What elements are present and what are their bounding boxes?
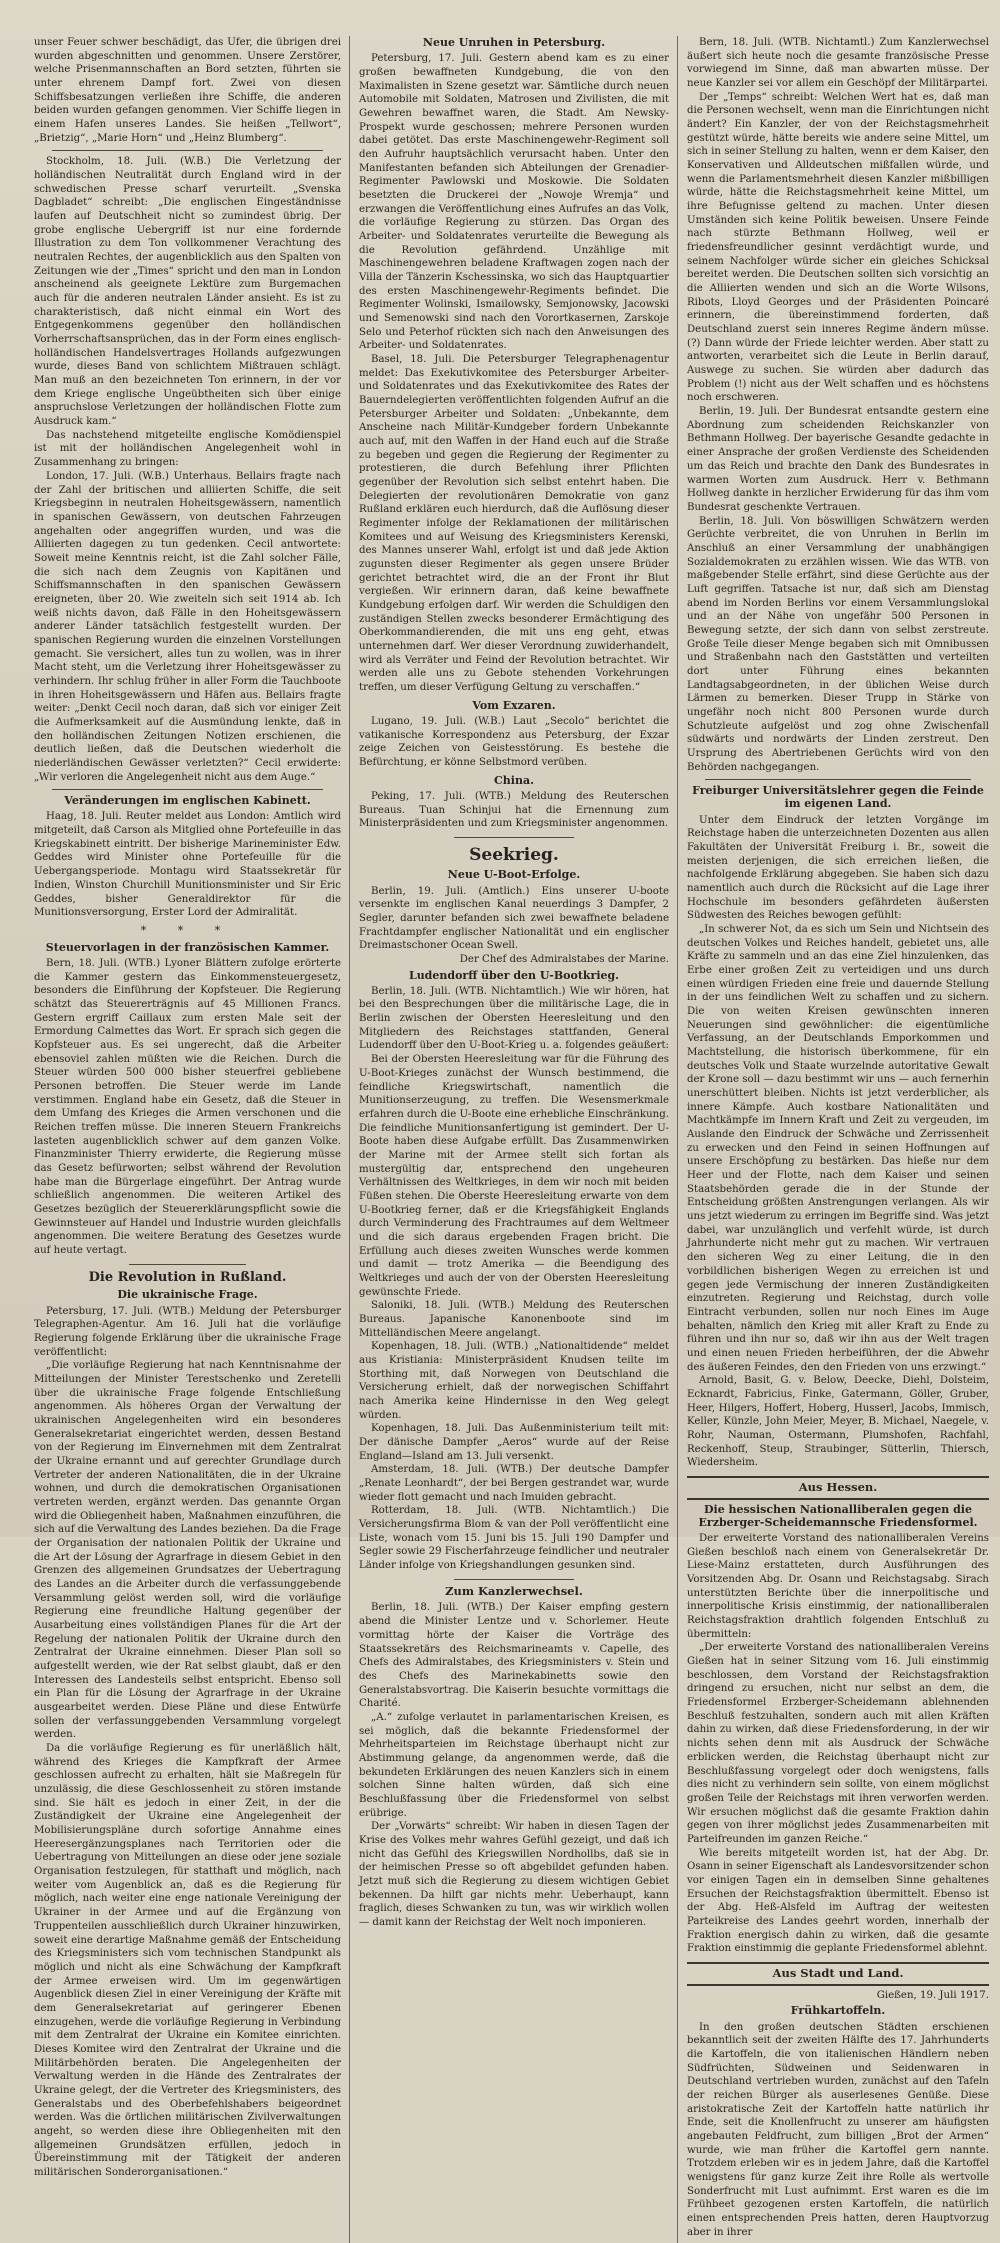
article-french-taxes [34, 941, 341, 1258]
section-headline: Aus Hessen. [798, 1479, 878, 1494]
article-continuation [34, 36, 341, 145]
separator [454, 1579, 574, 1580]
paragraph: Da die vorläufige Regierung es für unerläßlich hält, während des Krieges die Kampfkraft der Armee geschlossen aufrecht zu erhalten, hält sie Maßregeln für unzulässig, die diese Geschlossenheit zu stören imstande sind. Sie hält es jedoch in einer Zeit, in der die Zuständigkeit der Ukraine eine Angelegenheit der Mobilisierungspläne durch sofortige Annahme eines Heeresergänzungsplanes nach Territorien oder die Uebertragung von Mitteilungen an diese oder jene soziale Organisation festzulegen, für statthaft und möglich, nach weiter vom Augenblick an, daß es die Regierung für möglich, nach weiter eine enge nationale Vereinigung der Ukrainer in der Armee und auf die Ergänzung von Truppenteilen ausschließlich durch Ukrainer hinzuwirken, soweit eine derartige Maßnahme gemäß der Entscheidung des Kriegsministers sich vom technischen Standpunkt als möglich und nicht als eine Schwächung der Kampfkraft der Armee erweisen wird. Um im gegenwärtigen Augenblick diesen Ziel in einer Vereinigung der Kräfte mit dem Generalsekretariat auf geringerer Ebenen einzugehen, werde die vorläufige Regierung in Verbindung mit dem Zentralrat der Ukraine ein Komitee einrichten. Dieses Komitee wird den Zentralrat der Ukraine und die Militärbehörden beraten. Die Angelegenheiten der Verwaltung werden in die Hände des Zentralrates der Ukraine gelegt, der die Vertreter des Kriegsministers, des Generalstabs und des Oberbefehlshabers beigeordnet werden. Was die örtlichen militärischen Zivilverwaltungen angeht, so werden diese ihre Obliegenheiten mit den allgemeinen Grundsätzen erfüllen, jedoch in Übereinstimmung mit der Tätigkeit der anderen militärischen Sonderorganisationen.“ [34, 1743, 341, 2178]
article-chancellor-press [687, 36, 989, 774]
article-city-country [687, 1962, 989, 2239]
section-headline: Seekrieg. [469, 844, 559, 865]
paragraph: Kopenhagen, 18. Juli. (WTB.) „Nationaltidende“ meldet aus Kristiania: Ministerpräsident Knudsen teilte im Storthing mit, daß Norwegen von Deutschland die Versicherung erhielt, daß der norwegischen Schiffahrt nach Amerika keine Hindernisse in den Weg gelegt würden. [359, 1341, 669, 1421]
article-freiburg-professors [687, 784, 989, 1470]
separator [705, 779, 971, 780]
separator [129, 1264, 246, 1265]
paragraph: Lugano, 19. Juli. (W.B.) Laut „Secolo“ berichtet die vatikanische Korrespondenz aus Petersburg, der Exzar zeige Zeichen von Geistesstörung. Es bestehe die Befürchtung, er könne Selbstmord verüben. [359, 715, 669, 768]
headline: Freiburger Universitätslehrer gegen die Feinde im eigenen Land. [692, 784, 984, 811]
article-china [359, 774, 669, 831]
paragraph: „In schwerer Not, da es sich um Sein und Nichtsein des deutschen Volkes und Reiches handelt, gebietet uns, alle Kräfte zu sammeln und an das eine Ziel hinzulenken, das Erbe einer großen Zeit zu verteidigen und uns durch einen würdigen Frieden eine freie und dauernde Stellung in der uns feindlichen Welt zu schaffen und zu sichern. Die von weiten Kreisen gewünschten inneren Neuerungen sind gewöhnlicher: die eigentümliche Verfassung, an der Deutschlands Emporkommen und Machtstellung, die historisch überkommene, für ein deutsches Volk und Staate wurzelnde autoritative Gewalt der Krone soll — dazu bestimmt wir uns — auch fernerhin unerschüttert bleiben. Nichts ist jetzt verderblicher, als innere Kämpfe. Auch kostbare Nationalitäten und Machtkämpfe im Innern Kraft und Zeit zu vergeuden, im Auslande den Eindruck der Schwäche und Zerrissenheit zu erwecken und den Feind in seinen Hoffnungen auf unsere Erschöpfung zu bestärken. Das hieße nur dem Heer und der Flotte, nach dem Kaiser und seinen Staatsbehörden gerade die in der Stunde der Entscheidung größten Anstrengungen verlangen. Als wir uns jetzt wiederum zu erringen im Begriffe sind. Was jetzt dabei, war unzulänglich und verfehlt würde, ist durch Jahrhunderte nicht mehr gut zu machen. Wir vertrauen den sicheren Weg zu einer Leitung, die in den vorbildlichen bisherigen Wegen zu erreichen ist und gegen jede Vermischung der inneren Zuständigkeiten einzutreten. Regierung und Reichstag, durch volle Eintracht verbunden, sollen nur noch Eines im Auge behalten, nämlich den Krieg mit aller Kraft zu Ende zu führen und ihn nur so, daß wir ihn aus der Welt tragen und einen neuen Frieden herbeiführen, der die Abwehr des äußeren Feindes, den den Frieden von uns erzwingt.“ [687, 924, 989, 1373]
article-naval-war [359, 846, 669, 1573]
paragraph: Haag, 18. Juli. Reuter meldet aus London: Amtlich wird mitgeteilt, daß Carson als Mitglied ohne Portefeuille in das Kriegskabinett eintritt. Der bisherige Marineminister Edw. Geddes wird Minister ohne Portefeuille für die Uebergangsperiode. Montagu wird Staatssekretär für Indien, Winston Churchill Munitionsminister und Sir Eric Geddes, bisher Generaldirektor für die Munitionsversorgung, Erster Lord der Admiralität. [34, 811, 341, 919]
paragraph: Der erweiterte Vorstand des nationalliberalen Vereins Gießen beschloß nach einem von Generalsekretär Dr. Liese-Mainz erstatteten, durch Ausführungen des Vorsitzenden Abg. Dr. Osann und Reichstagsabg. Sirach unterstützten Berichte über die innerpolitische und innerpolitische Krisis einstimmig, der nationalliberalen Reichstagsfraktion drahtlich folgenden Entschluß zu übermitteln: [687, 1533, 989, 1640]
paragraph: Der „Vorwärts“ schreibt: Wir haben in diesen Tagen der Krise des Volkes mehr wahres Gefühl gezeigt, und daß ich nicht das Gefühl des Kriegswillen Nordhollbs, daß sie in der heimischen Presse so oft abgebildet gefunden haben. Jetzt muß sich die Regierung zu diesem wichtigen Gebiet bekennen. Da hilft gar nichts mehr. Ueberhaupt, kann fraglich, dieses Schwanken zu tun, was wir wirklich wollen — damit kann der Reichstag der Welt noch imponieren. [359, 1821, 669, 1928]
paragraph: Der „Temps“ schreibt: Welchen Wert hat es, daß man die Personen wechselt, wenn man die Einrichtungen nicht ändert? Ein Kanzler, der von der Reichstagsmehrheit gestützt würde, hätte bereits wie andere seine Mittel, um sich in seiner Stellung zu halten, wenn er dem Kaiser, den Konservativen und Alldeutschen mißfallen würde, und wenn die Parlamentsmehrheit diesen Kanzler mißbilligen würde, hätte die Reichstagsmehrheit keine Mittel, um ihre Befugnisse geltend zu machen. Unter diesen Umständen sich keine Politik beweisen. Unsere Feinde nach stürzte Bethmann Hollweg, weil er friedensfreundlicher gesinnt verdächtigt wurde, und seinem Nachfolger würde sicher ein gleiches Schicksal bereitet werden. Die Deutschen sollten sich vorsichtig an die Alliierten wenden und sich an die Worte Wilsons, Ribots, Lloyd Georges und der Präsidenten Poincaré erinnern, die übereinstimmend forderten, daß Deutschland zuerst sein inneres Regime ändern müsse. (?) Dann würde der Friede leichter werden. Aber statt zu antworten, verarbeitet sich die Leute in Berlin darauf, Auswege zu suchen. Sie würden aber dadurch das Problem (!) nicht aus der Welt schaffen und es höchstens noch erschweren. [687, 91, 989, 404]
separator [52, 150, 323, 151]
paragraph: Saloniki, 18. Juli. (WTB.) Meldung des Reuterschen Bureaus. Japanische Kanonenboote sind im Mittelländischen Meere angelangt. [359, 1300, 669, 1339]
paragraph: „Die vorläufige Regierung hat nach Kenntnisnahme der Mitteilungen der Minister Terestschenko und Zeretelli über die ukrainische Frage folgende Entschließung angenommen. Als höheres Organ der Verwaltung der ukrainischen Angelegenheiten wird ein besonderes Generalsekretariat eingerichtet werden, dessen Bestand von der Regierung im Einvernehmen mit dem Zentralrat der Ukraine ernannt und auf gerechter Grundlage durch Vertreter der anderen Nationalitäten, die in der Ukraine wohnen, und durch die demokratischen Organisationen vertreten werden, ergänzt werden. Das genannte Organ wird die Obliegenheit haben, Maßnahmen einzuführen, die sich auf die Verwaltung des Landes beziehen. Da die Frage der Organisation der nationalen Politik der Ukraine und die Art der Lösung der Agrarfrage in diesem Gebiet in den Grenzen des allgemeinen Grundsatzes der Uebertragung des Landes an die Arbeiter durch die verfassunggebende Versammlung gelöst werden soll, wird die vorläufige Regierung eine freundliche Haltung gegenüber der Ausarbeitung eines vollständigen Planes für die Art der Regelung der nationalen Politik der Ukraine durch den Zentralrat der Ukraine einnehmen. Dieser Plan soll so aufgestellt werden, wie der Rat selbst glaubt, daß er den Interessen des Landesteils selbst entspricht. Ebenso soll ein Plan für die Lösung der Agrarfrage in der Ukraine ausgearbeitet werden. Diese Pläne und diese Entwürfe sollen der verfassunggebenden Versammlung vorgelegt werden. [34, 1360, 341, 1741]
paragraph: „Der erweiterte Vorstand des nationalliberalen Vereins Gießen hat in seiner Sitzung vom 16. Juli einstimmig beschlossen, dem Vorstand der Reichstagsfraktion dringend zu ersuchen, nicht nur selbst an dem, die Friedensformel Erzberger-Scheidemann ablehnenden Beschluß festzuhalten, sondern auch mit allen Kräften dahin zu wirken, daß diese Friedensforderung, in der wir nichts sehen denn mit als Ausdruck der Schwäche erblicken werden, die Reichstag überhaupt nicht zur Beschlußfassung vorgelegt oder doch wenigstens, falls dies nicht zu verhindern sein sollte, von einem möglichst großen Teile der Reichstags mit ihren verworfen werden. Wir ersuchen möglichst daß die gesamte Fraktion dahin gegen von ihrer möglichst jedes Zusammenarbeiten mit Parteifreunden im ganzen Reiche.“ [687, 1642, 989, 1845]
paragraph: Petersburg, 17. Juli. Gestern abend kam es zu einer großen bewaffneten Kundgebung, die von den Maximalisten in Szene gesetzt war. Sämtliche durch neuen Automobile mit Soldaten, Matrosen und Zivilisten, die mit Gewehren bewaffnet waren, die Stadt. Am Newsky-Prospekt wurde geschossen; mehrere Personen wurden dabei getötet. Das erste Maschinengewehr-Regiment soll den Aufruhr hauptsächlich verursacht haben. Unter den Manifestanten befanden sich Abteilungen der Grenadier-Regimenter Pawlowski und Moskowie. Die Soldaten besetzten die Druckerei der „Nowoje Wremja“ und erzwangen die Veröffentlichung eines Aufrufes an das Volk, die vorläufige Regierung zu stürzen. Das Organ des Arbeiter- und Soldatenrates verurteilte die Bewegung als die Revolution gefährdend. Unzählige mit Maschinengewehren beladene Kraftwagen zogen nach der Villa der Tänzerin Kschessinska, wo sich das Hauptquartier des ersten Maschinengewehr-Regiments befindet. Die Regimenter Wolinski, Ismailowsky, Semjonowsky, Jacowski und Semenowski sind nach den Vorortkasernen, Zarskoje Selo und Peterhof rückten sich nach den Anweisungen des Arbeiter- und Soldatenrates. [359, 53, 669, 352]
paragraph: Wie bereits mitgeteilt worden ist, hat der Abg. Dr. Osann in seiner Eigenschaft als Landesvorsitzender schon vor einigen Tagen ein in demselben Sinne gehaltenes Ersuchen der Reichstagsfraktion übermittelt. Ebenso ist der Abg. Heß-Alsfeld im Auftrag der weitesten Parteikreise des Landes geehrt worden, innerhalb der Fraktion energisch dahin zu wirken, daß die gesamte Fraktion einstimmig die geplante Friedensformel ablehnt. [687, 1847, 989, 1955]
paragraph: Kopenhagen, 18. Juli. Das Außenministerium teilt mit: Der dänische Dampfer „Aeros“ wurde auf der Reise England—Island am 13. Juli versenkt. [359, 1423, 669, 1462]
section-headline: Aus Stadt und Land. [772, 1965, 904, 1980]
headline: Vom Exzaren. [472, 698, 556, 712]
subheadline: Ludendorff über den U-Bootkrieg. [408, 968, 620, 982]
paragraph: Der Chef des Admiralstabes der Marine. [459, 953, 669, 965]
asterism: * * * [140, 923, 235, 937]
paragraph: Rotterdam, 18. Juli. (WTB. Nichtamtlich.) Die Versicherungsfirma Blom & van der Poll veröffentlicht eine Liste, wonach vom 15. Juni bis 15. Juli 190 Dampfer und Segler sowie 29 Fischerfahrzeuge feindlicher und neutraler Länder infolge von Kriegshandlungen gesunken sind. [359, 1505, 669, 1572]
headline: Neue Unruhen in Petersburg. [422, 36, 606, 49]
column-2 [355, 36, 673, 2243]
paragraph: Peking, 17. Juli. (WTB.) Meldung des Reuterschen Bureaus. Tuan Schinjui hat die Ernennung zum Ministerpräsidenten und zum Kriegsminister angenommen. [359, 790, 669, 830]
headline: Die Revolution in Rußland. [88, 1269, 287, 1285]
paragraph: In den großen deutschen Städten erschienen bekanntlich seit der zweiten Hälfte des 17. Jahrhunderts die Kartoffeln, die von italienischen Händlern neben Südfrüchten, Südweinen und Seidenwaren in Deutschland vertrieben wurden, zunächst auf den Tafeln der reichen Bürger als auserlesenes Genüße. Diese aristokratische Zeit der Kartoffeln hatte natürlich ihr Ende, seit die Knollenfrucht zu unserer am häufigsten angebauten Feldfrucht, zum billigen „Brot der Armen“ wurde, wie man früher die Kartoffel gern nannte. Trotzdem erleben wir es in jedem Jahre, daß die Kartoffel wenigstens für ganz kurze Zeit ihre Rolle als wertvolle Sonderfrucht mit Lust aufnimmt. Erst waren es die im Frühbeet gezogenen ersten Kartoffeln, die natürlich einen entsprechenden Preis hatten, deren Hauptvorzug aber in ihrer [687, 2021, 989, 2238]
section-box [687, 1476, 989, 1500]
headline: Steuervorlagen in der französischen Kammer. [45, 940, 330, 954]
paragraph: Petersburg, 17. Juli. (WTB.) Meldung der Petersburger Telegraphen-Agentur. Am 16. Juli hat die vorläufige Regierung folgende Erklärung über die ukrainische Frage veröffentlicht: [34, 1305, 341, 1358]
paragraph: unser Feuer schwer beschädigt, das Ufer, die übrigen drei wurden abgeschnitten und genommen. Unsere Zerstörer, welche Prisenmannschaften an Bord setzten, führten sie unter ehrenem Dampf fort. Zwei von diesen Schiffsbesatzungen verließen ihre Schiffe, die anderen beiden wurden gefangen genommen. Vier Schiffe liegen in einem Hafen unseres Landes. Sie heißen „Tellwort“, „Brietzig“, „Marie Horn“ und „Heinz Blumberg“. [34, 37, 341, 144]
paragraph: Bern, 18. Juli. (WTB.) Lyoner Blättern zufolge erörterte die Kammer gestern das Einkommensteuergesetz, besonders die Einführung der Kopfsteuer. Die Regierung schätzt das Steuererträgnis auf 45 Millionen Francs. Gestern ergriff Caillaux zum ersten Male seit der Ermordung Calmettes das Wort. Er sprach sich gegen die Kopfsteuer aus. Es sei ungerecht, daß die Arbeiter ebensoviel zahlen müßten wie die Reichen. Durch die Steuer würden 500 000 bisher steuerfrei gebliebene Personen betroffen. Die Steuer werde im Lande verstimmen. England habe ein Gesetz, daß die Steuer in dem Umfang des Krieges die Armen verschonen und die Reichen treffen müsse. Die inneren Steuern Frankreichs lasteten augenblicklich schwer auf dem ganzen Volke. Finanzminister Thierry erwiderte, die Regierung müsse das Gesetz befürworten; selbst während der Revolution habe man die Bürgerlage eingeführt. Der Antrag wurde schließlich angenommen. Die weiteren Artikel des Gesetzes bezüglich der Steuererklärungspflicht sowie die Gewinnsteuer auf Handel und Industrie wurden gleichfalls angenommen. Die weitere Beratung des Gesetzes wurde auf heute vertagt. [34, 958, 341, 1257]
paragraph: Berlin, 19. Juli. Der Bundesrat entsandte gestern eine Abordnung zum scheidenden Reichskanzler von Bethmann Hollweg. Der bayerische Gesandte gedachte in einer Ansprache der großen Verdienste des Scheidenden um das Reich und brachte den Dank des Bundesrates in warmen Worten zum Ausdruck. Herr v. Bethmann Hollweg dankte in herzlicher Erwiderung für das ihm vom Bundesrat geschenkte Vertrauen. [687, 406, 989, 513]
subheadline: Die hessischen Nationalliberalen gegen die Erzberger-Scheidemannsche Friedensformel. [698, 1502, 978, 1529]
paragraph: Unter dem Eindruck der letzten Vorgänge im Reichstage haben die unterzeichneten Dozenten aus allen Fakultäten der Universität Freiburg i. Br., soweit die meisten derjenigen, die sich erreichen ließen, die nachfolgende Erklärung abgegeben. Sie haben sich dazu namentlich auch durch die Rücksicht auf die Lage ihrer Hochschule im besonders gefährdeten äußersten Südwesten des Reiches bewogen gefühlt: [687, 814, 989, 922]
paragraph: Berlin, 19. Juli. (Amtlich.) Eins unserer U-boote versenkte im englischen Kanal neuerdings 3 Dampfer, 2 Segler, darunter befanden sich zwei bewaffnete beladene Frachtdampfer englischer Nationalität und ein englischer Dreimastschoner Ocean Swell. [359, 885, 669, 952]
headline: Zum Kanzlerwechsel. [445, 1583, 583, 1598]
paragraph: „A.“ zufolge verlautet in parlamentarischen Kreisen, es sei möglich, daß die bekannte Friedensformel der Mehrheitsparteien im Reichstage überhaupt nicht zur Abstimmung gelange, da angenommen werde, daß die bekundeten Erklärungen des neuen Kanzlers sich in einem solchen Sinne halten würden, daß sich eine Beschlußfassung über die Friedensformel von selbst erübrige. [359, 1711, 669, 1819]
column-1 [30, 36, 345, 2243]
subheadline: Frühkartoffeln. [790, 2004, 886, 2018]
paragraph: Bei der Obersten Heeresleitung war für die Führung des U-Boot-Krieges zunächst der Wunsch bestimmend, die feindliche Kriegswirtschaft, namentlich die Munitionserzeugung, zu treffen. Die Wesensmerkmale erfahren durch die U-Boote eine erhebliche Einschränkung. Die feindliche Munitionsanfertigung ist gemindert. Der U-Boote haben diese Aufgabe erfüllt. Das Zusammenwirken der Marine mit der Armee stellt sich fortan als mustergültig dar, entsprechend den ungeheuren Verhältnissen des Weltkrieges, in dem wir noch mit beiden Füßen stehen. Die Oberste Heeresleitung erwarte von dem U-Bootkrieg ferner, daß er die Kriegsfähigkeit Englands durch Verminderung des Frachtraumes auf dem Weltmeer und die sich daraus ergebenden Fragen bricht. Die Erfüllung auch dieses zweiten Wunsches werde kommen und damit — trotz Amerika — die Beendigung des Weltkrieges und auch der von der Obersten Heeresleitung gewünschte Friede. [359, 1054, 669, 1298]
separator [52, 789, 323, 790]
paragraph: London, 17. Juli. (W.B.) Unterhaus. Bellairs fragte nach der Zahl der britischen und alliierten Schiffe, die seit Kriegsbeginn in neutralen Hoheitsgewässern, namentlich in spanischen Gewässern, von deutschen Fahrzeugen angehalten oder angegriffen wurden, und was die Alliierten dagegen zu tun gedenken. Cecil antwortete: Soweit meine Kenntnis reicht, ist die Zahl solcher Fälle, die sich nach dem Zeugnis von Kapitänen und Schiffsmannschaften in den spanischen Gewässern ereigneten, über 20. Wie zweiteln sich seit 1914 ab. Ich weiß nichts davon, daß Fälle in den Hoheitsgewässern anderer Länder tatsächlich festgestellt wurden. Der spanischen Regierung wurden die einzelnen Vorstellungen gemacht. Sie versichert, alles tun zu wollen, was in ihrer Macht steht, um die Verletzung ihrer Hoheitsgewässer zu verhindern. Ihr schlug früher in aller Form die Tauchboote in ihren Hoheitsgewässern und Häfen aus. Bellairs fragte weiter: „Denkt Cecil noch daran, daß sich vor einiger Zeit die Aufmerksamkeit auf die Ausmündung lenkte, daß in den holländischen Zeitungen Notizen erschienen, die deutlich ließen, daß die Deutschen wiederholt die niederländischen Gewässer verletzten?“ Cecil erwiderte: „Wir verloren die Angelegenheit nicht aus dem Auge.“ [34, 470, 341, 783]
subheadline: Neue U-Boot-Erfolge. [447, 868, 581, 882]
article-holland-neutrality [34, 155, 341, 784]
paragraph: Berlin, 18. Juli. (WTB. Nichtamtlich.) Wie wir hören, hat bei den Besprechungen über die militärische Lage, die in Berlin zwischen der Obersten Heeresleitung und den Mitgliedern des Reichstages stattfanden, General Ludendorff über den U-Boot-Krieg u. a. folgendes geäußert: [359, 985, 669, 1052]
headline: China. [494, 773, 534, 787]
paragraph: Amsterdam, 18. Juli. (WTB.) Der deutsche Dampfer „Renate Leonhardt“, der bei Bergen gestrandet war, wurde wieder flott gemacht und nach Imuiden gebracht. [359, 1464, 669, 1503]
article-english-cabinet [34, 794, 341, 920]
dateline: Gießen, 19. Juli 1917. [876, 1989, 989, 2001]
paragraph: Bern, 18. Juli. (WTB. Nichtamtl.) Zum Kanzlerwechsel äußert sich heute noch die gesamte französische Presse vorwiegend im Sinne, daß man abwarten müsse. Der neue Kanzler sei vor allem ein Geschöpf der Militärpartei. [687, 37, 989, 90]
article-chancellor-change [359, 1585, 669, 1930]
article-hessen [687, 1476, 989, 1956]
headline: Veränderungen im englischen Kabinett. [64, 794, 311, 808]
separator [454, 837, 574, 838]
section-box [687, 1962, 989, 1986]
paragraph: Basel, 18. Juli. Die Petersburger Telegraphenagentur meldet: Das Exekutivkomitee des Petersburger Arbeiter- und Soldatenrates und das Exekutivkomitee des Rates der Bauerndelegierten veröffentlichten folgenden Aufruf an die Petersburger Arbeiter und Soldaten: „Unbekannte, dem Anscheine nach Militär-Kundgeber fordern Unbekannte auch auf, mit den Waffen in der Hand euch auf die Straße zu begeben und gegen die Regierung der Regimenter zu protestieren, die durch Befehlung ihrer Pflichten gegenüber der Revolution sich selbst entehrt haben. Die Delegierten der revolutionären Demokratie von ganz Rußland erklären euch hierdurch, daß die Auflösung dieser Regimenter infolge der Reklamationen der militärischen Komitees und auf Weisung des Kriegsministers Kerenski, des Mannes unserer Wahl, erfolgt ist und daß jede Aktion zugunsten dieser Regimenter als gegen unsere Brüder gerichtet betrachtet wird, die an der Front ihr Blut vergießen. Wir erinnern daran, daß keine bewaffnete Kundgebung erfolgen darf. Wir werden die Schuldigen den zuständigen Stellen zwecks besonderer Ermächtigung des Oberkommandierenden, die mit uns eng geht, etwas unternehmen darf. Wer dieser Verordnung zuwiderhandelt, wird als Verräter und Feind der Revolution betrachtet. Wir werden alle uns zu Gebote stehenden Vorkehrungen treffen, um dieser Verfügung Geltung zu verschaffen.“ [359, 353, 669, 694]
paragraph: Das nachstehend mitgeteilte englische Komödienspiel ist mit der holländischen Angelegenheit wohl in Zusammenhang zu bringen: [34, 429, 341, 469]
article-russian-revolution [34, 1270, 341, 2180]
paragraph: Berlin, 18. Juli. (WTB.) Der Kaiser empfing gestern abend die Minister Lentze und v. Schorlemer. Heute vormittag hörte der Kaiser die Vorträge des Staatssekretärs des Reichsmarineamts v. Capelle, des Chefs des Admiralstabes, des Kriegsministers v. Stein und des Chefs des Marinekabinetts sowie den Generalstabsvortrag. Die Kaiserin besuchte vormittags die Charité. [359, 1602, 669, 1710]
article-petersburg-unrest [359, 36, 669, 695]
paragraph: Stockholm, 18. Juli. (W.B.) Die Verletzung der holländischen Neutralität durch England wird in der schwedischen Presse scharf verurteilt. „Svenska Dagbladet“ schreibt: „Die englischen Eingeständnisse laufen auf Deutschheit nicht so zumindest übrig. Der grobe englische Uebergriff ist nur eine fordernde Illustration zu dem Ton vollkommener Verachtung des neutralen Rechtes, der augenblicklich aus den Spalten von Zeitungen wie der „Times“ spricht und den man in London anscheinend als geeignete Lektüre zum Burgemachen auch für die anderen neutralen Länder ansieht. Es ist zu charakteristisch, daß nicht einmal ein Wort des Entgegenkommens gegenüber den holländischen Vorherrschaftsansprüchen, das in der Form eines englisch-holländischen Handelsvertrages Hollands aufgezwungen wurde, dieses Band von schlichtem Mißtrauen schlägt. Man muß an den bezeichneten Ton erinnern, in der vor dem Kriege englische Ungeübtheiten sich über einige anspruchslose Verletzungen der holländischen Flotte zum Ausdruck kam.“ [34, 156, 341, 428]
article-exczar [359, 699, 669, 770]
subheadline: Die ukrainische Frage. [117, 1288, 258, 1302]
column-3 [683, 36, 993, 2243]
paragraph: Berlin, 18. Juli. Von böswilligen Schwätzern werden Gerüchte verbreitet, die von Unruhen in Berlin im Anschluß an einer Versammlung der unabhängigen Sozialdemokraten zu erzählen wissen. Wie das WTB. von maßgebender Stelle erfährt, sind diese Gerüchte aus der Luft gegriffen. Tatsache ist nur, daß sich am Dienstag abend im Norden Berlins vor einem Versammlungslokal und an der Nähe von ungefähr 500 Personen in Bewegung setzte, der sich dann von selbst zerstreute. Große Teile dieser Menge begaben sich mit Omnibussen und Straßenbahn nach den Gaststätten und verteilten dort unter Führung eines bekannten Landtagsabgeordneten, in der üblichen Weise durch Lärmen zu bemerken. Dieser Trupp in Stärke von ungefähr noch nicht 800 Personen wurde durch Schutzleute aufgelöst und zog ohne Zwischenfall südwärts und nordwärts der Linden zerstreut. Den Ursprung des Abertriebenen Gerüchts wird von den Behörden nachgegangen. [687, 515, 989, 773]
paragraph: Arnold, Basit, G. v. Below, Deecke, Diehl, Dolsteim, Ecknardt, Fabricius, Finke, Gatermann, Göller, Gruber, Heer, Hilgers, Hoffert, Hoberg, Husserl, Jacobs, Immisch, Keller, Künzle, John Meier, Meyer, B. Michael, Naegele, v. Rohr, Nauman, Ostermann, Plumshofen, Rachfahl, Reckenhoff, Steup, Straubinger, Sütterlin, Thiersch, Wiedersheim. [687, 1375, 989, 1469]
